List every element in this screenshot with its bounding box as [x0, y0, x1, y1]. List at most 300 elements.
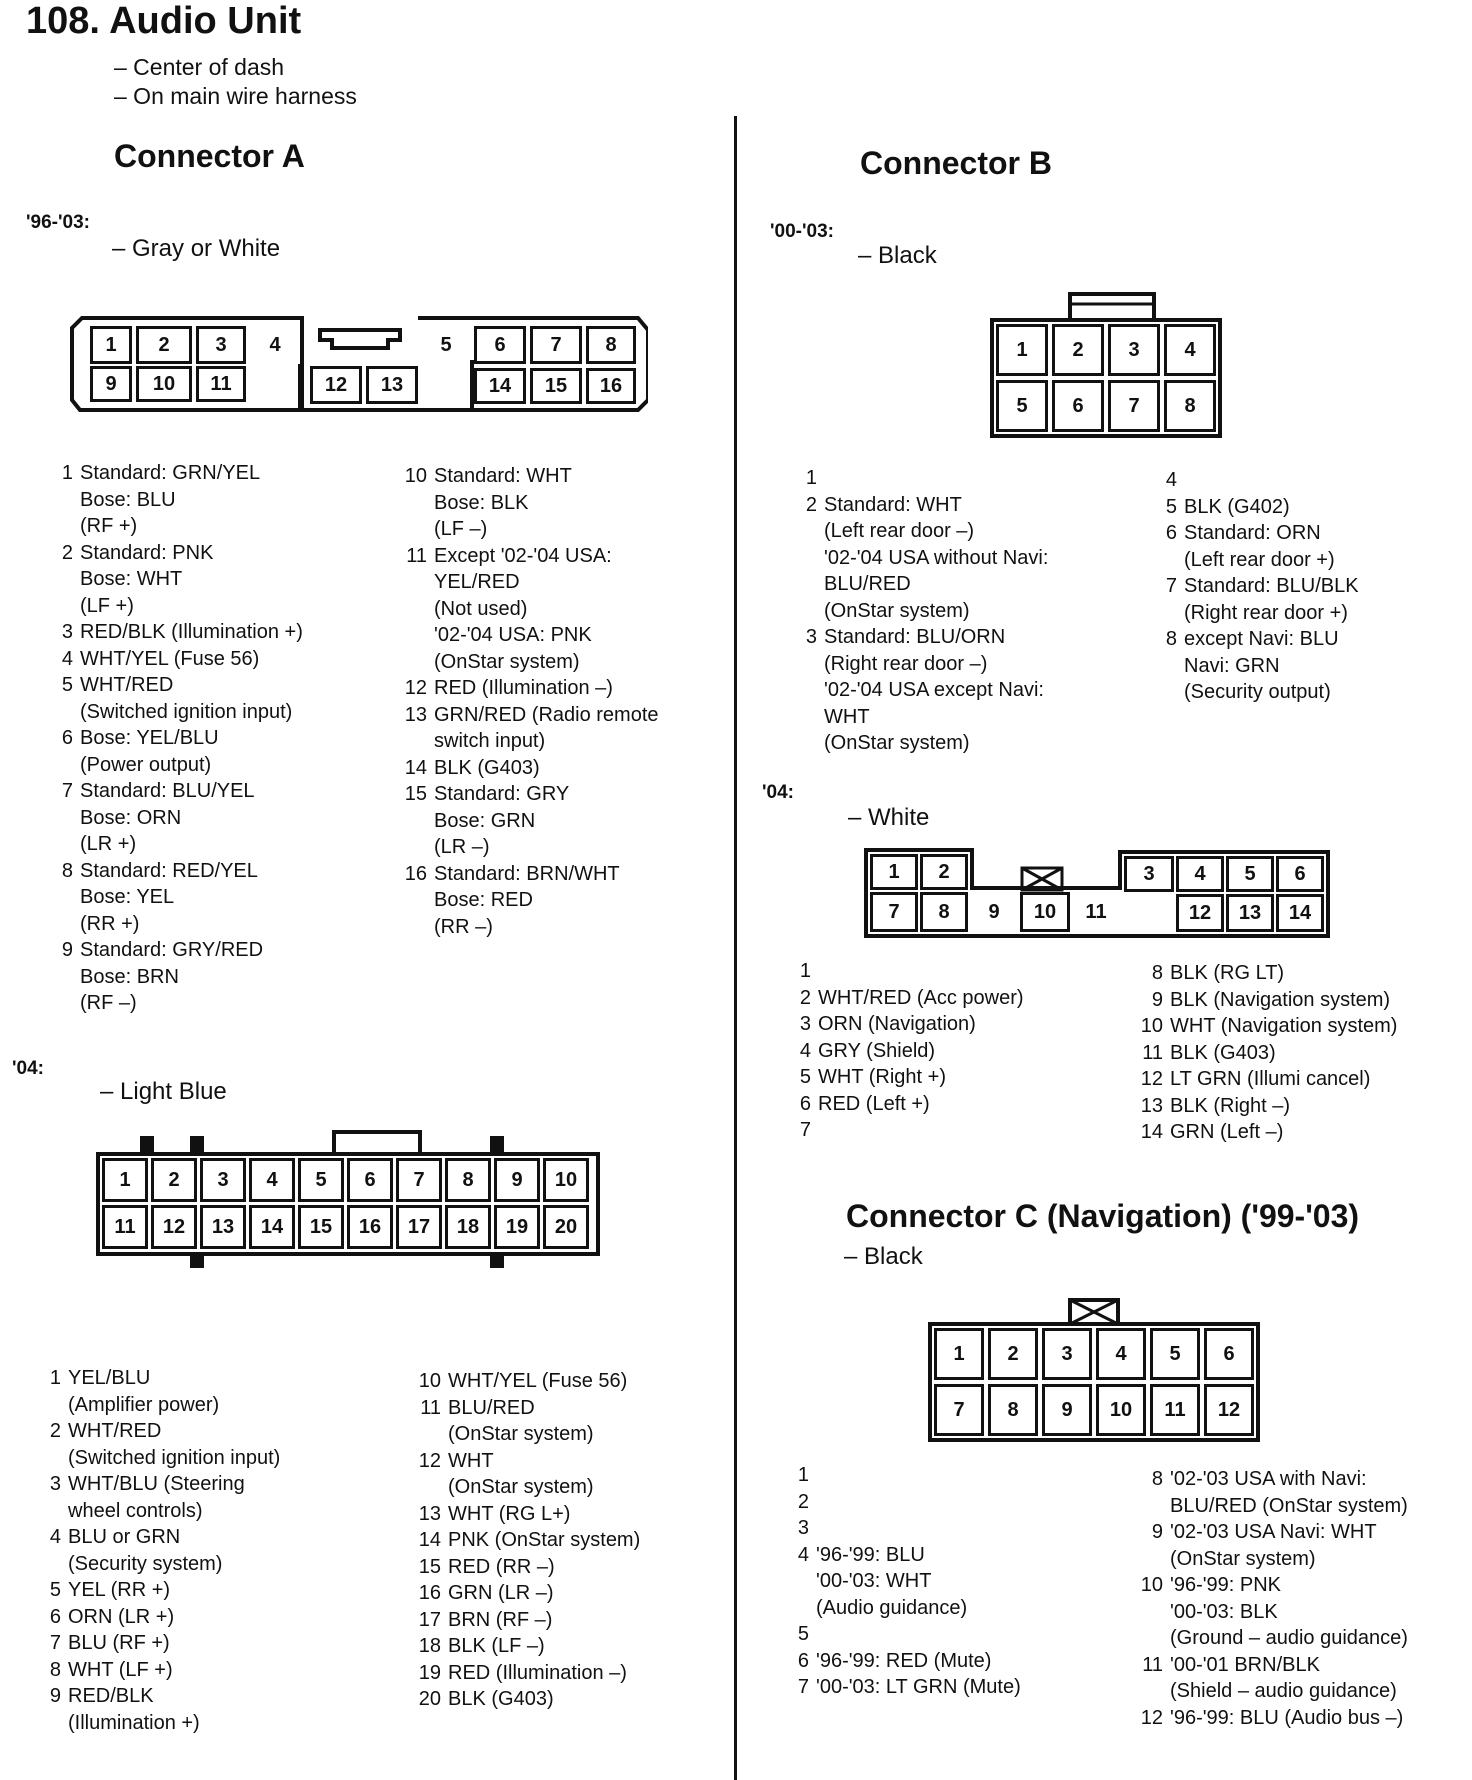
pin-description-line: BLK (G402) [1184, 495, 1290, 518]
pin-number: 11 [406, 544, 427, 567]
pin-number: 6 [1165, 522, 1177, 544]
pin-description-line: RED/BLK (Illumination +) [80, 621, 303, 643]
connector-b-0003-latch [1068, 290, 1158, 320]
pin-description-line: (Switched ignition input) [80, 700, 293, 723]
pin-description [50, 460, 303, 540]
pin-description-line: YEL/BLU [68, 1367, 151, 1389]
pin-description-line: '02-'04 USA except Navi: [824, 679, 1044, 701]
pin-description [788, 1038, 1024, 1065]
connector-b-04-pins-col2 [1140, 960, 1397, 1146]
pin-description [1140, 987, 1397, 1014]
pin-description-line: Standard: GRY [434, 783, 570, 805]
conn-a-9603-pin-3: 3 [196, 326, 246, 364]
pin-description [38, 1604, 280, 1631]
conn-a-04-pin-17: 17 [396, 1205, 442, 1249]
pin-description-line: (RR +) [80, 912, 140, 935]
pin-description [786, 1515, 1021, 1542]
conn-a-04-pin-11: 11 [102, 1205, 148, 1249]
conn-a-9603-pin-6: 6 [474, 326, 526, 364]
pin-number: 4 [49, 1526, 61, 1548]
conn-a-9603-pin-1: 1 [90, 326, 132, 364]
pin-description [418, 1527, 640, 1554]
pin-number: 2 [797, 1490, 809, 1513]
pin-number: 4 [799, 1039, 811, 1062]
pin-description-line: YEL/RED [434, 571, 520, 593]
pin-description [1140, 1705, 1408, 1732]
pin-description [788, 1011, 1024, 1038]
conn-a-04-pin-1: 1 [102, 1158, 148, 1202]
pin-description-line: Standard: BRN/WHT [434, 862, 620, 885]
pin-number: 10 [1140, 1574, 1163, 1596]
conn-b-0003-pin-5: 5 [996, 380, 1048, 432]
pin-description-line: RED (Left +) [818, 1092, 930, 1115]
pin-description [418, 1686, 640, 1713]
pin-description [38, 1524, 280, 1577]
pin-number: 14 [418, 1529, 441, 1551]
pin-description-line: BLK (G403) [1170, 1041, 1276, 1064]
conn-b-0003-pin-4: 4 [1164, 324, 1216, 376]
pin-description-line: WHT/RED [68, 1420, 162, 1442]
connector-b-0003-pins-col1 [794, 465, 1048, 757]
pin-number: 16 [418, 1582, 441, 1604]
pin-description-line: WHT (Right +) [818, 1066, 946, 1088]
pin-description [1140, 1519, 1408, 1572]
conn-c-pin-9: 9 [1042, 1384, 1092, 1436]
pin-description-line: (Right rear door +) [1184, 601, 1348, 624]
pin-description [786, 1648, 1021, 1675]
pin-number: 10 [1140, 1015, 1163, 1037]
pin-description-line: '96-'99: BLU (Audio bus –) [1170, 1706, 1404, 1729]
pin-number: 15 [404, 783, 427, 805]
pin-description-line: (Illumination +) [68, 1711, 200, 1734]
pin-description [1140, 1040, 1397, 1067]
pin-number: 7 [49, 1632, 61, 1654]
pin-description [786, 1462, 1021, 1489]
pin-number: 1 [805, 467, 817, 489]
pin-description-line: (OnStar system) [434, 650, 580, 673]
conn-c-pin-5: 5 [1150, 1328, 1200, 1380]
pin-description-line: WHT (LF +) [68, 1658, 173, 1681]
pin-description-line: WHT (RG L+) [448, 1502, 571, 1525]
pin-description [1154, 573, 1359, 626]
pin-description-line: wheel controls) [68, 1499, 203, 1522]
pin-description [1154, 520, 1359, 573]
pin-description [50, 540, 303, 620]
pin-number: 5 [1165, 495, 1177, 518]
conn-a-04-pin-14: 14 [249, 1205, 295, 1249]
pin-description-line: PNK (OnStar system) [448, 1529, 641, 1551]
pin-number: 7 [1165, 575, 1177, 597]
pin-number: 4 [61, 647, 73, 670]
pin-description [1154, 626, 1359, 706]
pin-description [788, 1117, 1024, 1144]
conn-b-04-pin-4: 4 [1176, 856, 1224, 892]
pin-description [38, 1471, 280, 1524]
pin-description [1140, 1066, 1397, 1093]
pin-number: 3 [797, 1517, 809, 1539]
connector-a-9603-diagram [70, 316, 648, 412]
pin-description-line: RED (Illumination –) [448, 1661, 627, 1684]
pin-description-line: '02-'03 USA Navi: WHT [1170, 1521, 1377, 1543]
connector-c-color: – Black [844, 1243, 923, 1270]
pin-description-line: Standard: BLU/YEL [80, 780, 255, 802]
pin-description [794, 492, 1048, 625]
conn-b-04-pin-7: 7 [870, 892, 918, 932]
pin-number: 8 [49, 1658, 61, 1681]
pin-description-line: (RF +) [80, 515, 138, 537]
conn-c-pin-3: 3 [1042, 1328, 1092, 1380]
pin-description-line: (OnStar system) [824, 599, 970, 622]
pin-number: 7 [799, 1119, 811, 1141]
pin-number: 8 [1151, 962, 1163, 984]
pin-description [38, 1577, 280, 1604]
pin-number: 18 [418, 1635, 441, 1657]
pin-description [1140, 1652, 1408, 1705]
pin-description-line: Standard: ORN [1184, 522, 1321, 544]
pin-description-line: '00-'01 BRN/BLK [1170, 1653, 1320, 1676]
pin-number: 8 [1151, 1468, 1163, 1490]
pin-description-line: (LF +) [80, 594, 134, 617]
pin-description-line: Bose: BLK [434, 491, 529, 514]
conn-a-9603-pin-14: 14 [474, 368, 526, 404]
pin-description-line: BLU/RED [448, 1396, 535, 1419]
pin-description-line: '96-'99: PNK [1170, 1574, 1282, 1596]
pin-number: 6 [799, 1092, 811, 1115]
conn-a-04-pin-13: 13 [200, 1205, 246, 1249]
pin-description-line: '00-'03: BLK [1170, 1600, 1278, 1623]
pin-description-line [816, 1621, 1021, 1648]
pin-description [1154, 494, 1359, 521]
pin-description-line: Except '02-'04 USA: [434, 544, 612, 567]
conn-a-9603-pin-15: 15 [530, 368, 582, 404]
pin-description [418, 1395, 640, 1448]
conn-a-04-pin-16: 16 [347, 1205, 393, 1249]
pin-description-line [818, 958, 1024, 985]
pin-description-line: GRN (LR –) [448, 1582, 554, 1604]
pin-description-line: (Switched ignition input) [68, 1446, 281, 1469]
pin-description-line: (Shield – audio guidance) [1170, 1680, 1397, 1702]
conn-a-04-pin-19: 19 [494, 1205, 540, 1249]
pin-description [418, 1607, 640, 1634]
pin-number: 2 [49, 1420, 61, 1442]
connector-a-04-pins-col2 [418, 1368, 640, 1713]
pin-description-line: Standard: WHT [824, 493, 962, 516]
pin-description [50, 937, 303, 1017]
pin-description [50, 619, 303, 646]
pin-number: 8 [1165, 628, 1177, 650]
conn-c-pin-1: 1 [934, 1328, 984, 1380]
pin-description-line: ORN (Navigation) [818, 1013, 976, 1035]
pin-description-line: '02-'04 USA without Navi: [824, 546, 1049, 569]
conn-b-04-pin-12: 12 [1176, 894, 1224, 932]
pin-description-line: YEL (RR +) [68, 1579, 171, 1601]
pin-description-line: (OnStar system) [1170, 1547, 1316, 1570]
conn-a-9603-pin-9: 9 [90, 366, 132, 402]
pin-number: 5 [61, 674, 73, 696]
pin-description-line: RED (Illumination –) [434, 677, 613, 699]
connector-b-heading: Connector B [860, 145, 1052, 181]
pin-description [38, 1418, 280, 1471]
pin-description-line: WHT/YEL (Fuse 56) [80, 647, 260, 670]
conn-b-0003-pin-8: 8 [1164, 380, 1216, 432]
conn-a-04-pin-12: 12 [151, 1205, 197, 1249]
conn-a-04-pin-4: 4 [249, 1158, 295, 1202]
pin-description-line: (Security output) [1184, 681, 1331, 703]
pin-description [786, 1621, 1021, 1648]
connector-c-pins-col2 [1140, 1466, 1408, 1731]
connector-b-color-0003: – Black [858, 242, 937, 269]
pin-number: 15 [418, 1555, 441, 1578]
pin-number: 9 [1151, 988, 1163, 1011]
pin-number: 9 [61, 939, 73, 961]
conn-a-04-pin-20: 20 [543, 1205, 589, 1249]
conn-a-9603-pin-5: 5 [422, 326, 470, 364]
conn-b-0003-pin-2: 2 [1052, 324, 1104, 376]
conn-b-04-pin-1: 1 [870, 854, 918, 890]
pin-number: 5 [799, 1066, 811, 1088]
pin-description-line: WHT/BLU (Steering [68, 1473, 245, 1495]
pin-description [1154, 467, 1359, 494]
pin-description [786, 1674, 1021, 1701]
pin-description [404, 755, 659, 782]
conn-c-pin-6: 6 [1204, 1328, 1254, 1380]
connector-b-years-04: '04: [762, 782, 794, 803]
conn-a-04-pin-18: 18 [445, 1205, 491, 1249]
pin-description-line: Bose: WHT [80, 568, 183, 590]
connector-b-04-pins-col1 [788, 958, 1024, 1144]
conn-a-04-pin-9: 9 [494, 1158, 540, 1202]
pin-number: 12 [404, 677, 427, 699]
pin-number: 11 [1142, 1653, 1163, 1676]
page-title: 108. Audio Unit [26, 0, 302, 42]
pin-number: 4 [1165, 469, 1177, 491]
conn-a-04-pin-7: 7 [396, 1158, 442, 1202]
pin-description-line: BLU or GRN [68, 1526, 181, 1548]
conn-c-pin-2: 2 [988, 1328, 1038, 1380]
location-note-1: – Center of dash [114, 54, 285, 80]
connector-a-9603-pins-col2 [404, 463, 659, 940]
conn-a-04-pin-5: 5 [298, 1158, 344, 1202]
pin-description-line: (OnStar system) [448, 1423, 594, 1445]
pin-number: 10 [418, 1370, 441, 1392]
connector-a-years-04: '04: [12, 1058, 44, 1079]
pin-description-line: (LR –) [434, 836, 490, 858]
pin-description-line: Standard: RED/YEL [80, 859, 258, 882]
conn-b-0003-pin-3: 3 [1108, 324, 1160, 376]
pin-description-line: '96-'99: BLU [816, 1543, 925, 1566]
pin-number: 9 [49, 1685, 61, 1707]
pin-description-line: (Right rear door –) [824, 652, 988, 675]
pin-description-line: (Security system) [68, 1552, 223, 1575]
pin-description [1140, 1572, 1408, 1652]
pin-description [1140, 1093, 1397, 1120]
pin-number: 1 [61, 462, 73, 484]
pin-description-line [824, 465, 1048, 492]
connector-a-heading: Connector A [114, 138, 305, 174]
pin-number: 20 [418, 1688, 441, 1710]
pin-number: 12 [1140, 1068, 1163, 1090]
pin-number: 7 [61, 780, 73, 802]
pin-number: 7 [797, 1676, 809, 1698]
location-note-2: – On main wire harness [114, 83, 357, 109]
pin-description-line: (Power output) [80, 753, 212, 776]
pin-description-line: ORN (LR +) [68, 1605, 175, 1628]
connector-c-diagram [928, 1296, 1260, 1442]
pin-number: 14 [404, 756, 427, 779]
pin-number: 14 [1140, 1121, 1163, 1143]
conn-a-04-pin-15: 15 [298, 1205, 344, 1249]
pin-description [50, 646, 303, 673]
pin-number: 2 [61, 541, 73, 564]
connector-b-0003-pins-col2 [1154, 467, 1359, 706]
pin-description-line: Standard: BLU/BLK [1184, 575, 1359, 597]
pin-description-line: WHT/RED (Acc power) [818, 986, 1024, 1009]
pin-description [418, 1501, 640, 1528]
pin-description-line: (Ground – audio guidance) [1170, 1627, 1408, 1649]
pin-description-line [816, 1489, 1021, 1516]
conn-a-04-pin-10: 10 [543, 1158, 589, 1202]
pin-number: 16 [404, 862, 427, 885]
conn-a-9603-pin-8: 8 [586, 326, 636, 364]
conn-b-04-pin-11: 11 [1072, 892, 1120, 932]
conn-c-pin-11: 11 [1150, 1384, 1200, 1436]
conn-b-04-pin-3: 3 [1124, 856, 1174, 892]
pin-description-line: Bose: GRN [434, 809, 536, 832]
pin-description-line: BLK (Navigation system) [1170, 988, 1391, 1011]
pin-description-line: WHT/YEL (Fuse 56) [448, 1370, 628, 1392]
pin-number: 1 [797, 1464, 809, 1486]
pin-description-line: Standard: WHT [434, 465, 572, 487]
conn-a-9603-pin-2: 2 [136, 326, 192, 364]
pin-description-line: Bose: RED [434, 889, 533, 911]
connector-b-04-diagram [864, 848, 1332, 940]
conn-b-0003-pin-1: 1 [996, 324, 1048, 376]
pin-description-line: (Not used) [434, 597, 528, 620]
pin-number: 8 [61, 859, 73, 882]
pin-number: 17 [418, 1608, 441, 1631]
pin-description [50, 725, 303, 778]
pin-description-line: WHT (Navigation system) [1170, 1015, 1398, 1037]
pin-description [786, 1542, 1021, 1622]
pin-description-line [818, 1117, 1024, 1144]
pin-description [1140, 1119, 1397, 1146]
conn-a-04-pin-6: 6 [347, 1158, 393, 1202]
pin-description [38, 1365, 280, 1418]
pin-description [418, 1554, 640, 1581]
pin-description-line: '00-'03: LT GRN (Mute) [816, 1676, 1021, 1698]
conn-a-9603-pin-13: 13 [366, 366, 418, 404]
pin-description-line: RED (RR –) [448, 1555, 555, 1578]
pin-description-line: GRN/RED (Radio remote [434, 703, 659, 726]
pin-description-line: '96-'99: RED (Mute) [816, 1649, 992, 1672]
pin-description [788, 985, 1024, 1012]
pin-description-line: (Amplifier power) [68, 1393, 220, 1416]
pin-description [418, 1660, 640, 1687]
pin-description-line: Bose: ORN [80, 806, 182, 829]
pin-description [38, 1657, 280, 1684]
pin-number: 12 [1140, 1706, 1163, 1729]
pin-number: 6 [49, 1605, 61, 1628]
pin-description [418, 1448, 640, 1501]
pin-description [1140, 1013, 1397, 1040]
pin-description-line: '02-'03 USA with Navi: [1170, 1468, 1367, 1490]
pin-number: 11 [420, 1396, 441, 1419]
pin-description-line: (Left rear door +) [1184, 548, 1335, 571]
connector-c-pins-col1 [786, 1462, 1021, 1701]
pin-number: 2 [799, 986, 811, 1009]
pin-number: 13 [1140, 1094, 1163, 1117]
connector-a-years-9603: '96-'03: [26, 212, 90, 233]
pin-description [404, 543, 659, 676]
pin-description-line [1184, 467, 1359, 494]
conn-b-04-pin-9: 9 [970, 892, 1018, 932]
pin-description [404, 702, 659, 755]
pin-number: 19 [418, 1661, 441, 1684]
conn-c-pin-10: 10 [1096, 1384, 1146, 1436]
conn-c-pin-7: 7 [934, 1384, 984, 1436]
pin-description [1140, 960, 1397, 987]
pin-description-line: (OnStar system) [448, 1476, 594, 1498]
pin-description-line: (LR +) [80, 833, 137, 855]
pin-description [794, 624, 1048, 757]
pin-number: 5 [49, 1579, 61, 1601]
pin-description-line: (LF –) [434, 518, 488, 540]
pin-number: 1 [799, 960, 811, 982]
pin-number: 4 [797, 1543, 809, 1566]
conn-b-04-pin-6: 6 [1276, 856, 1324, 892]
pin-number: 10 [404, 465, 427, 487]
conn-a-9603-pin-4: 4 [250, 326, 300, 364]
pin-description-line: Navi: GRN [1184, 654, 1280, 677]
pin-number: 3 [799, 1013, 811, 1035]
pin-description-line: switch input) [434, 730, 546, 752]
pin-description-line: BLK (Right –) [1170, 1094, 1291, 1117]
pin-description [404, 463, 659, 543]
pin-description-line: Standard: PNK [80, 541, 214, 564]
pin-description-line: (RF –) [80, 992, 137, 1014]
pin-number: 1 [49, 1367, 61, 1389]
pin-description [404, 861, 659, 941]
pin-number: 3 [49, 1473, 61, 1495]
pin-number: 6 [61, 727, 73, 749]
pin-description-line [816, 1462, 1021, 1489]
connector-b-years-0003: '00-'03: [770, 221, 834, 242]
pin-description-line: GRN (Left –) [1170, 1121, 1284, 1143]
conn-b-04-pin-13: 13 [1226, 894, 1274, 932]
connector-b-color-04: – White [848, 804, 930, 831]
pin-description-line: Bose: BLU [80, 488, 176, 511]
pin-number: 12 [418, 1449, 441, 1472]
pin-number: 3 [805, 626, 817, 648]
pin-description-line: Standard: GRN/YEL [80, 462, 261, 484]
pin-description-line [816, 1515, 1021, 1542]
pin-description [418, 1633, 640, 1660]
conn-a-9603-pin-12: 12 [310, 366, 362, 404]
conn-a-9603-pin-7: 7 [530, 326, 582, 364]
pin-description-line: WHT [824, 705, 870, 728]
connector-a-9603-pins-col1 [50, 460, 303, 1017]
conn-b-04-pin-14: 14 [1276, 894, 1324, 932]
pin-description-line: BLK (RG LT) [1170, 962, 1285, 984]
conn-a-04-pin-8: 8 [445, 1158, 491, 1202]
pin-description-line: BRN (RF –) [448, 1608, 553, 1631]
pin-number: 6 [797, 1649, 809, 1672]
conn-c-pin-8: 8 [988, 1384, 1038, 1436]
pin-description [1140, 1466, 1408, 1519]
pin-description [788, 958, 1024, 985]
pin-description-line: LT GRN (Illumi cancel) [1170, 1068, 1371, 1090]
conn-a-9603-pin-11: 11 [196, 366, 246, 402]
